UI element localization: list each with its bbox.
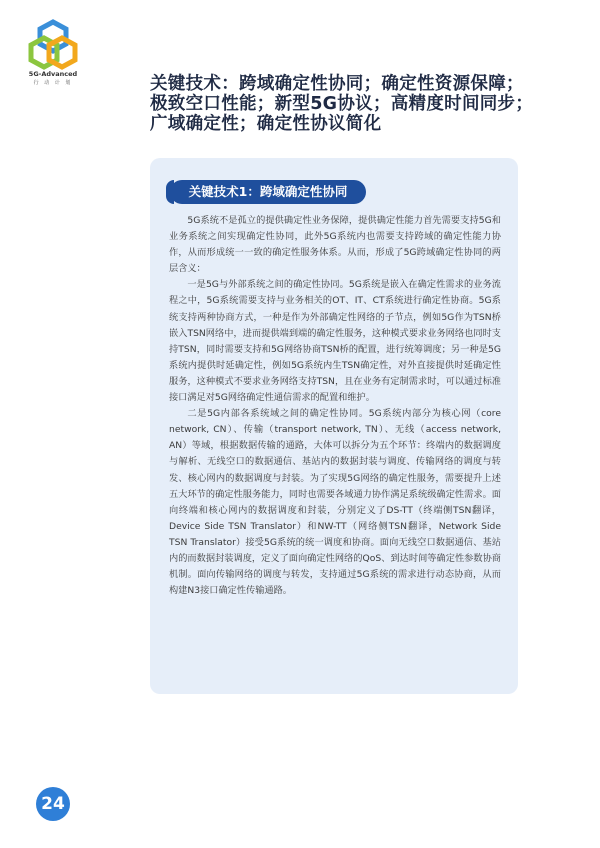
paragraph: 5G系统不是孤立的提供确定性业务保障，提供确定性能力首先需要支持5G和业务系统之间实现确定性协同，此外5G系统内也需要支持跨域的确定性能力协作，从而形成统一一致的确定性服务体系。从而，形成了5G跨域确定性协同的两层含义： [169, 215, 501, 275]
logo-brand: 5G-Advanced [28, 70, 78, 78]
5g-advanced-logo-icon [22, 18, 84, 70]
logo-subtitle: 行 动 计 划 [33, 80, 73, 86]
paragraph: 一是5G与外部系统之间的确定性协同。5G系统是嵌入在确定性需求的业务流程之中，5G系统需要支持与业务相关的OT、IT、CT系统进行确定性协商。5G系统支持两种协商方式，一种是作为外部确定性网络的子节点，例如5G作为TSN桥嵌入TSN网络中，进而提供端到端的确定性服务，这种模式要求业务网络也同时支持TSN，同时需要支持和5G网络协商TSN桥的配置，进行统筹调度；另一种是5G系统内提供时延确定性，例如5G系统内生TSN确定性，对外直接提供时延确定性服务，这种模式不要求业务网络支持TSN，且在业务有定制需求时，可以通过标准接口满足对5G网络确定性通信需求的配置和维护。 [169, 279, 501, 404]
logo [22, 18, 84, 98]
section-body [169, 213, 501, 599]
section-heading: 关键技术1：跨域确定性协同 [170, 180, 366, 204]
page-title: 关键技术：跨域确定性协同；确定性资源保障；极致空口性能；新型5G协议；高精度时间同步；广域确定性；确定性协议简化 [150, 74, 534, 134]
paragraph: 二是5G内部各系统域之间的确定性协同。5G系统内部分为核心网（core network, CN）、传输（transport network, TN）、无线（access network, AN）等域，根据数据传输的通路，大体可以拆分为五个环节：终端内的数据调度与解析、无线空口的数据通信、基站内的数据封装与调度、传输网络的调度与转发、核心网内的数据调度与封装。为了实现5G网络的确定性服务，需要提升上述五大环节的确定性服务能力，同时也需要各域通力协作满足系统级确定性需求。面向终端和核心网内的数据调度和封装，分别定义了DS-TT（终端侧TSN翻译，Device Side TSN Translator）和NW-TT（网络侧TSN翻译，Network Side TSN Translator）接受5G系统的统一调度和协商。面向无线空口数据通信、基站内的而数据封装调度，定义了面向确定性网络的QoS、到达时间等确定性参数协商机制。面向传输网络的调度与转发，支持通过5G系统的需求进行动态协商，从而构建N3接口确定性传输通路。 [169, 408, 501, 597]
page-number: 24 [36, 787, 70, 821]
